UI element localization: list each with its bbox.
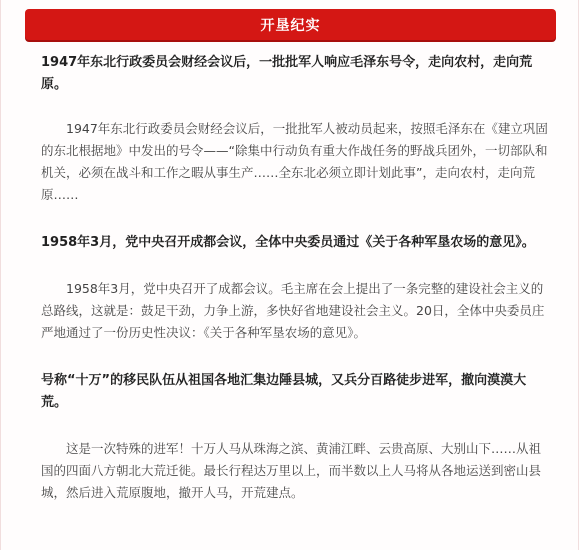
article-section <box>41 370 550 504</box>
article-section <box>41 52 550 206</box>
article-section <box>41 232 550 344</box>
section-paragraph: 1958年3月，党中央召开了成都会议。毛主席在会上提出了一条完整的建设社会主义的总路线，这就是：鼓足干劲，力争上游，多快好省地建设社会主义。20日，全体中央委员庄严地通过了一份历史性决议：《关于各种军垦农场的意见》。 <box>41 281 545 340</box>
section-heading: 号称“十万”的移民队伍从祖国各地汇集边陲县城，又兵分百路徒步进军，撤向漠漠大荒。 <box>41 373 527 410</box>
article-content <box>41 52 550 504</box>
section-paragraph: 1947年东北行政委员会财经会议后，一批批军人被动员起来，按照毛泽东在《建立巩固的东北根据地》中发出的号令——“除集中行动负有重大作战任务的野战兵团外，一切部队和机关，必须在战斗和工作之暇从事生产……全东北必须立即计划此事”，走向农村，走向荒原…… <box>41 121 548 202</box>
section-paragraph: 这是一次特殊的进军！十万人马从珠海之滨、黄浦江畔、云贵高原、大别山下……从祖国的四面八方朝北大荒迁徙。最长行程达万里以上，而半数以上人马将从各地运送到密山县城，然后进入荒原腹地，撤开人马，开荒建点。 <box>41 441 542 500</box>
section-heading: 1958年3月，党中央召开成都会议，全体中央委员通过《关于各种军垦农场的意见》。 <box>41 235 535 250</box>
banner-title: 开垦纪实 <box>260 17 321 34</box>
section-banner <box>25 9 556 40</box>
section-heading: 1947年东北行政委员会财经会议后，一批批军人响应毛泽东号令，走向农村，走向荒原。 <box>41 55 533 92</box>
